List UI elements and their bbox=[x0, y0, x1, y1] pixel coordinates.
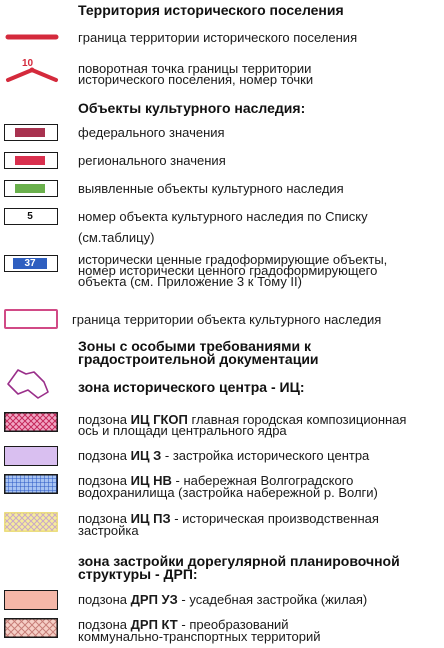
valuable-label-2: номер исторически ценного градоформирующего bbox=[78, 263, 378, 278]
ic-pz-swatch bbox=[4, 512, 58, 532]
valuable-label-3: объекта (см. Приложение 3 к Тому II) bbox=[78, 274, 302, 289]
object-number-label-1: номер объекта культурного наследия по Списку bbox=[78, 209, 368, 224]
federal-swatch bbox=[4, 124, 58, 141]
regional-swatch bbox=[4, 152, 58, 169]
ic-gkop-text-1: главная городская композиционная bbox=[191, 412, 407, 427]
ic-gkop-prefix: подзона bbox=[78, 412, 128, 427]
ic-nv-swatch bbox=[4, 474, 58, 494]
turn-point-label-2: исторического поселения, номер точки bbox=[78, 72, 314, 87]
turn-point-number: 10 bbox=[22, 58, 34, 69]
legend-ic-z bbox=[0, 446, 444, 468]
ic-z-code: ИЦ З bbox=[130, 448, 162, 463]
ic-nv-code: ИЦ НВ bbox=[130, 473, 172, 488]
valuable-swatch bbox=[4, 255, 58, 272]
ic-zone-title: зона исторического центра - ИЦ: bbox=[78, 379, 305, 395]
heritage-section-title: Объекты культурного наследия: bbox=[78, 100, 306, 116]
zones-section-title-1: Зоны с особыми требованиями к bbox=[78, 338, 311, 354]
ic-pz-code: ИЦ ПЗ bbox=[130, 511, 171, 526]
ic-pz-text-1: - историческая производственная bbox=[174, 511, 379, 526]
drp-kt-text-1: - преобразований bbox=[181, 617, 289, 632]
valuable-number-value: 37 bbox=[13, 258, 47, 269]
object-number-value: 5 bbox=[27, 211, 33, 222]
boundary-line-symbol bbox=[4, 32, 60, 42]
ic-zone-outline-symbol bbox=[4, 366, 56, 402]
ic-nv-text-2: водохранилища (застройка набережной р. Волги) bbox=[78, 485, 378, 500]
legend-object-number bbox=[0, 208, 444, 244]
legend-regional bbox=[0, 152, 444, 170]
ic-z-prefix: подзона bbox=[78, 448, 128, 463]
drp-kt-text-2: коммунально-транспортных территорий bbox=[78, 629, 321, 644]
drp-section-title-1: зона застройки дорегулярной планировочной bbox=[78, 553, 400, 569]
ic-pz-prefix: подзона bbox=[78, 511, 128, 526]
ic-gkop-code: ИЦ ГКОП bbox=[130, 412, 188, 427]
ic-nv-prefix: подзона bbox=[78, 473, 128, 488]
regional-label: регионального значения bbox=[78, 153, 226, 168]
identified-swatch bbox=[4, 180, 58, 197]
legend-valuable-object bbox=[0, 253, 444, 293]
drp-uz-swatch bbox=[4, 590, 58, 610]
zones-section-title-2: градостроительной документации bbox=[78, 351, 319, 367]
object-number-swatch bbox=[4, 208, 58, 225]
drp-uz-prefix: подзона bbox=[78, 592, 128, 607]
drp-kt-swatch bbox=[4, 618, 58, 638]
legend-ocn-boundary bbox=[0, 309, 444, 331]
drp-uz-text-1: - усадебная застройка (жилая) bbox=[181, 592, 368, 607]
ic-gkop-swatch bbox=[4, 412, 58, 432]
identified-label: выявленные объекты культурного наследия bbox=[78, 181, 344, 196]
ic-pz-text-2: застройка bbox=[78, 523, 139, 538]
boundary-line-label: граница территории исторического поселения bbox=[78, 30, 358, 45]
drp-kt-code: ДРП КТ bbox=[130, 617, 178, 632]
legend-turn-point bbox=[0, 58, 444, 88]
drp-section-title-2: структуры - ДРП: bbox=[78, 566, 198, 582]
legend-drp-kt bbox=[0, 618, 444, 648]
object-number-label-2: (см.таблицу) bbox=[78, 230, 155, 245]
legend-drp-uz bbox=[0, 590, 444, 612]
legend-ic-nv bbox=[0, 474, 444, 504]
legend-ic-zone bbox=[0, 366, 444, 406]
ocn-boundary-label: граница территории объекта культурного наследия bbox=[72, 312, 382, 327]
legend-identified bbox=[0, 180, 444, 198]
drp-kt-prefix: подзона bbox=[78, 617, 128, 632]
valuable-label-1: исторически ценные градоформирующие объекты, bbox=[78, 252, 388, 267]
drp-uz-code: ДРП УЗ bbox=[130, 592, 178, 607]
legend-ic-pz bbox=[0, 512, 444, 542]
federal-label: федерального значения bbox=[78, 125, 225, 140]
legend-boundary-line bbox=[0, 28, 444, 48]
ocn-boundary-swatch bbox=[4, 309, 58, 329]
ic-gkop-text-2: ось и площади центрального ядра bbox=[78, 423, 287, 438]
ic-z-text-1: - застройка исторического центра bbox=[164, 448, 370, 463]
legend-federal bbox=[0, 124, 444, 142]
legend-ic-gkop bbox=[0, 412, 444, 442]
ic-nv-text-1: - набережная Волгоградского bbox=[175, 473, 354, 488]
territory-section-title: Территория исторического поселения bbox=[78, 2, 344, 18]
ic-z-swatch bbox=[4, 446, 58, 466]
turn-point-label-1: поворотная точка границы территории bbox=[78, 61, 312, 76]
